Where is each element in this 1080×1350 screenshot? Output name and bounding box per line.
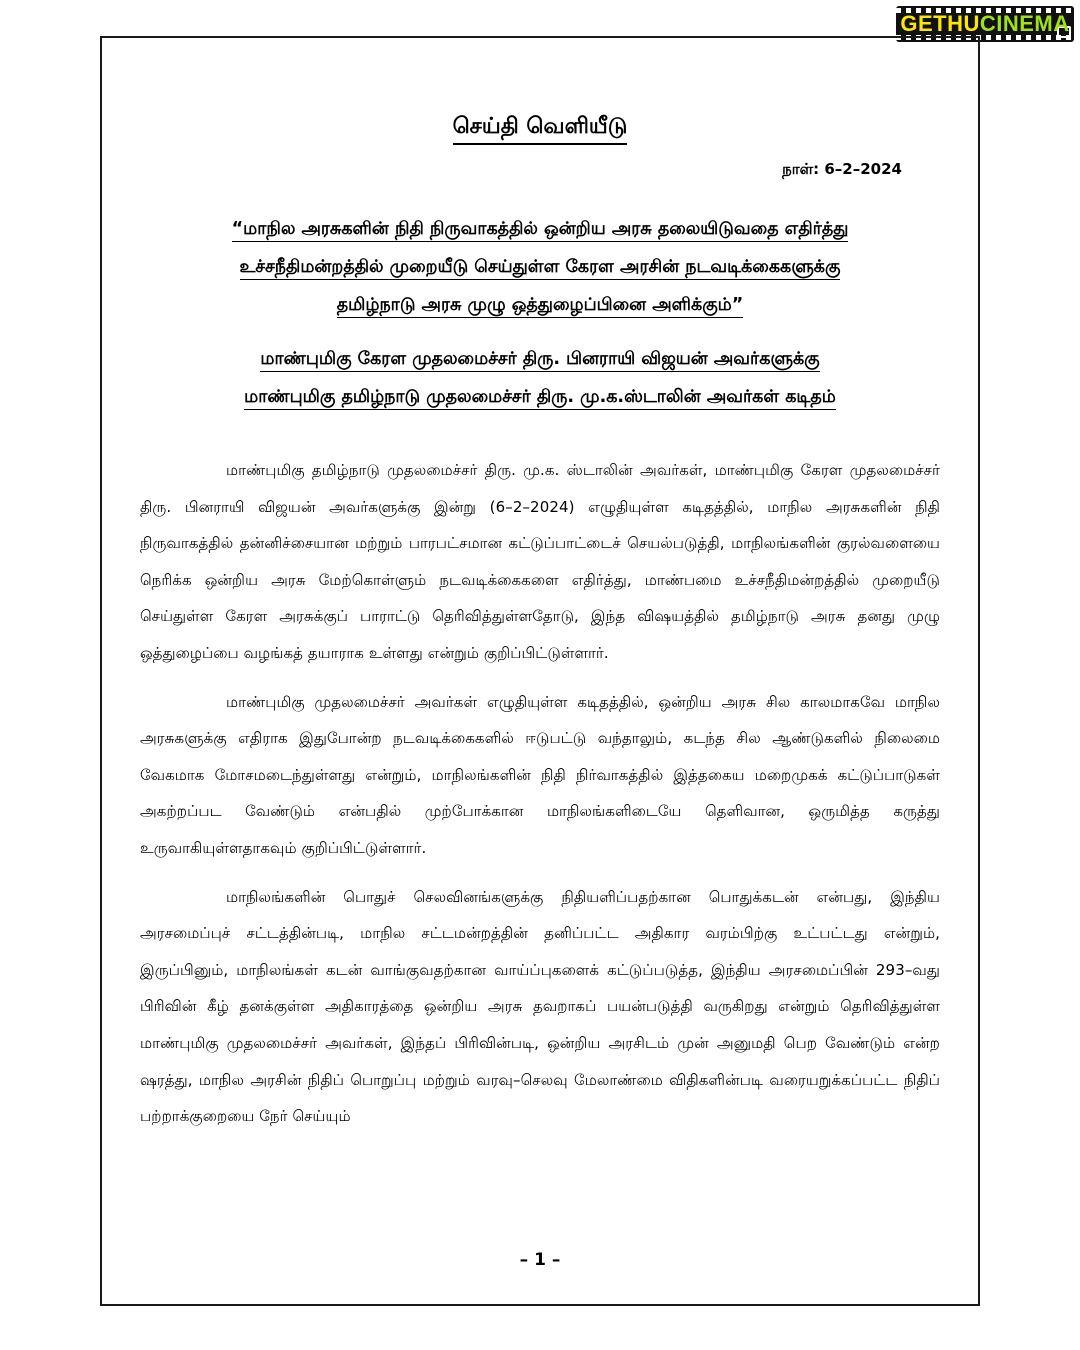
paragraph-3: மாநிலங்களின் பொதுச் செலவினங்களுக்கு நிதியளிப்பதற்கான பொதுக்கடன் என்பது, இந்திய அரசமைப்புச் சட்டத்தின்படி, மாநில சட்டமன்றத்தின் தனிப்பட்ட அதிகார வரம்பிற்கு உட்பட்டது என்றும், இருப்பினும், மாநிலங்கள் கடன் வாங்குவதற்கான வாய்ப்புகளைக் கட்டுப்படுத்த, இந்திய அரசமைப்பின் 293–வது பிரிவின் கீழ் தனக்குள்ள அதிகாரத்தை ஒன்றிய அரசு தவறாகப் பயன்படுத்தி வருகிறது என்றும் தெரிவித்துள்ள மாண்புமிகு முதலமைச்சர் அவர்கள், இந்தப் பிரிவின்படி, ஒன்றிய அரசிடம் முன் அனுமதி பெற வேண்டும் என்ற ஷரத்து, மாநில அரசின் நிதிப் பொறுப்பு மற்றும் வரவு–செலவு மேலாண்மை விதிகளின்படி வரையறுக்கப்பட்ட நிதிப் பற்றாக்குறையை நேர் செய்யும் bbox=[140, 887, 940, 1126]
page-number: – 1 – bbox=[519, 1250, 561, 1270]
paragraph-1: மாண்புமிகு தமிழ்நாடு முதலமைச்சர் திரு. மு.க. ஸ்டாலின் அவர்கள், மாண்புமிகு கேரள முதலமைச்சர் திரு. பினராயி விஜயன் அவர்களுக்கு இன்று (6–2–2024) எழுதியுள்ள கடிதத்தில், மாநில அரசுகளின் நிதி நிருவாகத்தில் தன்னிச்சையான மற்றும் பாரபட்சமான கட்டுப்பாட்டைச் செயல்படுத்தி, மாநிலங்களின் குரல்வளையை நெரிக்க ஒன்றிய அரசு மேற்கொள்ளும் நடவடிக்கைகளை எதிர்த்து, மாண்பமை உச்சநீதிமன்றத்தில் முறையீடு செய்துள்ள கேரள அரசுக்குப் பாராட்டு தெரிவித்துள்ளதோடு, இந்த விஷயத்தில் தமிழ்நாடு அரசு தனது முழு ஒத்துழைப்பை வழங்கத் தயாராக உள்ளது என்றும் குறிப்பிட்டுள்ளார். bbox=[140, 461, 941, 662]
headline-line-3: தமிழ்நாடு அரசு முழு ஒத்துழைப்பினை அளிக்கும்” bbox=[337, 295, 744, 318]
watermark-text bbox=[900, 13, 1069, 35]
document-title bbox=[102, 114, 978, 142]
document-body bbox=[140, 452, 940, 1147]
subheading bbox=[142, 340, 938, 416]
subheading-line-2: மாண்புமிகு தமிழ்நாடு முதலமைச்சர் திரு. மு.க.ஸ்டாலின் அவர்கள் கடிதம் bbox=[244, 387, 836, 410]
headline-line-1: “மாநில அரசுகளின் நிதி நிருவாகத்தில் ஒன்றிய அரசு தலையிடுவதை எதிர்த்து bbox=[232, 219, 849, 242]
headline-line-2: உச்சநீதிமன்றத்தில் முறையீடு செய்துள்ள கேரள அரசின் நடவடிக்கைகளுக்கு bbox=[240, 257, 841, 280]
headline bbox=[142, 210, 938, 324]
subheading-line-1: மாண்புமிகு கேரள முதலமைச்சர் திரு. பினராயி விஜயன் அவர்களுக்கு bbox=[260, 349, 819, 372]
document-page bbox=[100, 36, 980, 1306]
document-title-text: செய்தி வெளியீடு bbox=[453, 114, 628, 145]
document-date: நாள்: 6–2–2024 bbox=[782, 160, 902, 178]
paragraph-2: மாண்புமிகு முதலமைச்சர் அவர்கள் எழுதியுள்ள கடிதத்தில், ஒன்றிய அரசு சில காலமாகவே மாநில அரசுகளுக்கு எதிராக இதுபோன்ற நடவடிக்கைகளில் ஈடுபட்டு வந்தாலும், கடந்த சில ஆண்டுகளில் நிலைமை வேகமாக மோசமடைந்துள்ளது என்றும், மாநிலங்களின் நிதி நிர்வாகத்தில் இத்தகைய மறைமுகக் கட்டுப்பாடுகள் அகற்றப்பட வேண்டும் என்பதில் முற்போக்கான மாநிலங்களிடையே தெளிவான, ஒருமித்த கருத்து உருவாகியுள்ளதாகவும் குறிப்பிட்டுள்ளார். bbox=[140, 692, 940, 857]
watermark-part2: CINEMA bbox=[979, 11, 1070, 36]
watermark-part1: GETHU bbox=[900, 11, 980, 36]
